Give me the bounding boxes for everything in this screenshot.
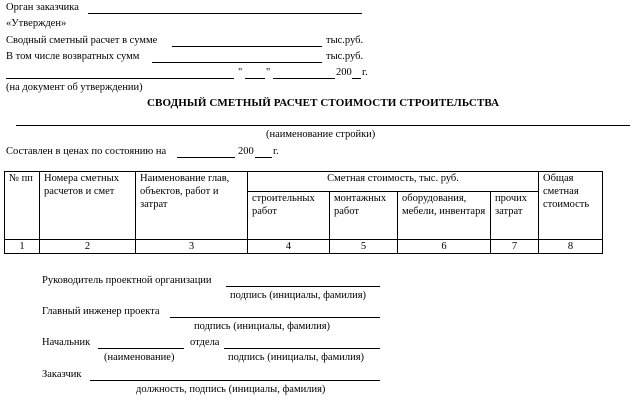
chief-engineer-signature-line: [170, 317, 380, 318]
prices-date-line: [177, 157, 235, 158]
header-no: № пп: [5, 172, 40, 240]
prices-date-year: 200: [238, 146, 254, 157]
chief-engineer-sig-caption: подпись (инициалы, фамилия): [194, 321, 331, 332]
prices-date-suffix: г.: [273, 146, 279, 157]
date-quote-close: ": [266, 67, 271, 78]
returnable-sum-label: В том числе возвратных сумм: [6, 51, 140, 62]
header-equipment: оборудования, мебели, инвентаря: [398, 192, 491, 240]
total-sum-line: [172, 46, 322, 47]
header-estimated-cost: Сметная стоимость, тыс. руб.: [248, 172, 539, 192]
customer-sig-caption: должность, подпись (инициалы, фамилия): [136, 384, 326, 395]
customer-body-label: Орган заказчика: [6, 2, 79, 13]
construction-name-line: [16, 125, 630, 126]
chief-signature-line: [224, 348, 380, 349]
chief-dept-name-line: [98, 348, 184, 349]
construction-name-caption: (наименование стройки): [266, 129, 376, 140]
header-construction: строительных работ: [248, 192, 330, 240]
column-number: 4: [248, 240, 330, 254]
header-total: Общая сметная стоимость: [539, 172, 603, 240]
customer-label: Заказчик: [42, 369, 82, 380]
estimate-table: [4, 171, 603, 254]
date-month-line: [273, 78, 335, 79]
total-sum-unit: тыс.руб.: [326, 35, 364, 46]
chief-engineer-label: Главный инженер проекта: [42, 306, 160, 317]
prices-date-year-line: [255, 157, 272, 158]
date-year: 200: [336, 67, 352, 78]
head-org-label: Руководитель проектной организации: [42, 275, 212, 286]
date-year-line: [352, 78, 361, 79]
date-year-suffix: г.: [362, 67, 368, 78]
approval-signature-line: [6, 78, 234, 79]
customer-signature-line: [90, 380, 380, 381]
column-number: 3: [136, 240, 248, 254]
column-number: 5: [330, 240, 398, 254]
header-chapter-names: Наименование глав, объектов, работ и затрат: [136, 172, 248, 240]
returnable-sum-unit: тыс.руб.: [326, 51, 364, 62]
header-other: прочих затрат: [491, 192, 539, 240]
header-calc-numbers: Номера сметных расчетов и смет: [40, 172, 136, 240]
approved-mark: «Утвержден»: [6, 18, 67, 29]
returnable-sum-line: [152, 62, 322, 63]
dept-name-caption: (наименование): [104, 352, 175, 363]
customer-body-line: [88, 13, 362, 14]
page-title: СВОДНЫЙ СМЕТНЫЙ РАСЧЕТ СТОИМОСТИ СТРОИТЕЛЬСТВА: [147, 97, 500, 109]
total-sum-label: Сводный сметный расчет в сумме: [6, 35, 158, 46]
column-number: 1: [5, 240, 40, 254]
chief-sig-caption: подпись (инициалы, фамилия): [228, 352, 365, 363]
date-day-line: [245, 78, 265, 79]
prices-date-label: Составлен в ценах по состоянию на: [6, 146, 167, 157]
header-installation: монтажных работ: [330, 192, 398, 240]
date-quote-open: ": [238, 67, 243, 78]
dept-label: отдела: [190, 337, 220, 348]
head-org-sig-caption: подпись (инициалы, фамилия): [230, 290, 367, 301]
column-number: 7: [491, 240, 539, 254]
head-org-signature-line: [226, 286, 380, 287]
chief-label: Начальник: [42, 337, 91, 348]
approval-doc-note: (на документ об утверждении): [6, 82, 143, 93]
column-number: 2: [40, 240, 136, 254]
column-number: 6: [398, 240, 491, 254]
column-number: 8: [539, 240, 603, 254]
